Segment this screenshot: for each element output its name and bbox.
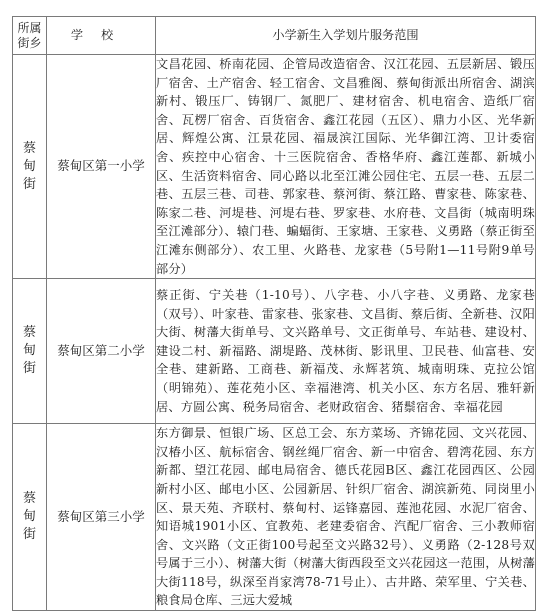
street-char: 街 <box>22 527 36 543</box>
header-street-line2: 街乡 <box>17 35 42 50</box>
school-cell: 蔡甸区第三小学 <box>47 424 156 611</box>
school-cell: 蔡甸区第一小学 <box>47 55 156 279</box>
range-cell: 蔡正街、宁关巷（1-10号）、八字巷、小八字巷、义勇路、龙家巷（双号）、叶家巷、雷家巷、张家巷、文昌街、蔡后街、全新巷、汉阳大街、树藩大街单号、文兴路单号、文正街单号、车站巷、建设村、建设二村、新福路、湖堤路、茂林街、影讯里、卫民巷、仙富巷、安全巷、建新路、工商巷、新福茂、永辉茗筑、城南明珠、克拉公馆（明锦苑）、莲花苑小区、幸福港湾、机关小区、东方名居、雅轩新居、方圆公寓、税务局宿舍、老财政宿舍、猪鬃宿舍、幸福花园 <box>156 279 536 424</box>
range-cell: 文昌花园、桥南花园、企管局改造宿舍、汉江花园、五层新居、锻压厂宿舍、土产宿舍、轻工宿舍、文昌雅阁、蔡甸街派出所宿舍、湖滨新村、锻压厂、铸钢厂、氮肥厂、建材宿舍、机电宿舍、造纸厂宿舍、瓦楞厂宿舍、百货宿舍、鑫江花园（五区）、鼎力小区、光华新居、辉煌公寓、江景花园、福晟滨江国际、光华御江湾、卫计委宿舍、疾控中心宿舍、十三医院宿舍、香格华府、鑫江莲都、新城小区、生活资料宿舍、同心路以北至江滩公园住宅、五层一巷、五层二巷、五层三巷、司巷、郭家巷、蔡河街、蔡江路、曹家巷、陈家巷、陈家二巷、河堤巷、河堤右巷、罗家巷、水府巷、文昌街（城南明珠至江滩部分）、辕门巷、蝙蝠街、王家塘、王家巷、义勇路（蔡正街至江滩东侧部分）、农工里、火路巷、龙家巷（5号附1—11号附9单号部分） <box>156 55 536 279</box>
table-row <box>13 424 536 611</box>
header-range: 小学新生入学划片服务范围 <box>156 17 536 55</box>
street-char: 街 <box>22 361 36 377</box>
enrollment-zone-table <box>12 16 536 611</box>
street-cell <box>13 55 47 279</box>
table-header-row <box>13 17 536 55</box>
header-street <box>13 17 47 55</box>
street-cell <box>13 424 47 611</box>
table-row <box>13 55 536 279</box>
range-cell: 东方御景、恒银广场、区总工会、东方菜场、齐锦花园、文兴花园、汉椿小区、航标宿舍、钢丝绳厂宿舍、新一中宿舍、碧湾花园、东方新都、望江花园、邮电局宿舍、德氏花园B区、鑫江花园西区、公园新村小区、邮电小区、公园新居、针织厂宿舍、湖滨新苑、同岗里小区、景天苑、齐联村、蔡甸村、运锋嘉园、莲池花园、水泥厂宿舍、知语城1901小区、宜教苑、老建委宿舍、汽配厂宿舍、三小教师宿舍、文兴路（文正街100号起至文兴路32号）、义勇路（2-128号双号属于三小）、树藩大街（树藩大街西段至文兴花园这一范围，从树藩大街118号，纵深至肖家湾78-71号止）、古井路、荣军里、宁关巷、粮食局仓库、三远大爱城 <box>156 424 536 611</box>
table-row <box>13 279 536 424</box>
street-char: 蔡 <box>22 325 36 341</box>
header-street-line1: 所属 <box>17 20 42 35</box>
header-school: 学校 <box>47 17 156 55</box>
street-char: 甸 <box>22 158 36 174</box>
street-char: 蔡 <box>22 140 36 156</box>
street-char: 蔡 <box>22 491 36 507</box>
street-char: 甸 <box>22 509 36 525</box>
street-char: 甸 <box>22 343 36 359</box>
street-cell <box>13 279 47 424</box>
street-char: 街 <box>22 176 36 192</box>
school-cell: 蔡甸区第二小学 <box>47 279 156 424</box>
